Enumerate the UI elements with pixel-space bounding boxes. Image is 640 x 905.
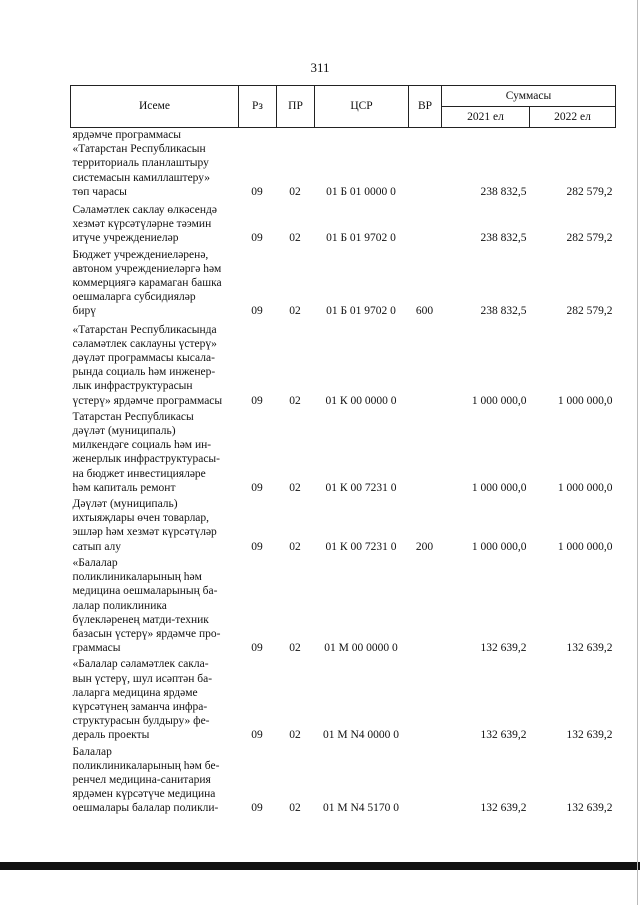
table-row <box>71 199 616 246</box>
table-row <box>71 655 616 742</box>
row-name-line: итүче учреждениеләр <box>72 232 179 245</box>
row-name-line: системасын камиллаштеру» <box>72 171 211 184</box>
row-name-line: Бюджет учреждениеләренә, <box>72 248 209 261</box>
row-name-line: ренчел медицина-санитария <box>72 773 211 786</box>
row-rz: 09 <box>251 394 263 407</box>
row-vr: 600 <box>415 305 434 318</box>
row-pr: 02 <box>289 481 301 494</box>
row-vr <box>409 743 442 816</box>
row-csr: 01 К 00 0000 0 <box>325 394 397 407</box>
row-vr <box>409 655 442 742</box>
header-name: Исеме <box>71 86 239 128</box>
row-sum-2022: 132 639,2 <box>566 802 613 815</box>
row-sum-2021: 132 639,2 <box>480 729 527 742</box>
row-name-line: сатып алу <box>72 540 122 553</box>
header-year-2022: 2022 ел <box>530 107 616 128</box>
page-number: 311 <box>310 60 330 75</box>
header-sums: Суммасы <box>442 86 616 107</box>
row-name <box>71 199 239 246</box>
header-pr: ПР <box>277 86 315 128</box>
row-csr: 01 К 00 7231 0 <box>325 481 397 494</box>
row-name-line: оешмаларга субсидияләр <box>72 291 196 304</box>
row-name-line: «Балалар <box>72 556 118 569</box>
row-name-line: сәламәтлек саклауны үстерү» <box>72 337 217 350</box>
row-name-line: вын үстерү, шул исәптән ба- <box>72 672 213 685</box>
row-rz: 09 <box>251 642 263 655</box>
row-name-line: «Татарстан Республикасында <box>72 323 217 336</box>
row-name-line: коммерциягә карамаган башка <box>72 277 222 290</box>
row-sum-2022: 132 639,2 <box>566 729 613 742</box>
row-csr: 01 М 00 0000 0 <box>324 642 398 655</box>
row-rz: 09 <box>251 729 263 742</box>
row-name <box>71 655 239 742</box>
row-name-line: һәм капиталь ремонт <box>72 481 176 494</box>
table-row <box>71 495 616 554</box>
header-csr: ЦСР <box>315 86 409 128</box>
row-sum-2021: 1 000 000,0 <box>471 540 527 553</box>
row-name-line: милкендәге социаль һәм ин- <box>72 439 212 452</box>
row-name-line: үстерү» ярдәмче программасы <box>72 394 223 407</box>
row-pr: 02 <box>289 729 301 742</box>
row-name-line: «Татарстан Республикасын <box>72 143 206 156</box>
row-vr <box>409 319 442 408</box>
row-name-line: лаларга медицина ярдәме <box>72 686 198 699</box>
row-csr: 01 К 00 7231 0 <box>325 540 397 553</box>
row-csr: 01 М N4 5170 0 <box>322 802 400 815</box>
row-rz: 09 <box>251 481 263 494</box>
row-name-line: на бюджет инвестицияләре <box>72 467 206 480</box>
row-name-line: территориаль планлаштыру <box>72 157 209 170</box>
row-name-line: Сәламәтлек саклау өлкәсендә <box>72 204 218 217</box>
row-sum-2022: 282 579,2 <box>566 185 613 198</box>
row-pr: 02 <box>289 305 301 318</box>
row-pr: 02 <box>289 642 301 655</box>
row-pr: 02 <box>289 185 301 198</box>
row-rz: 09 <box>251 540 263 553</box>
row-vr <box>409 408 442 495</box>
row-name-line: дераль проекты <box>72 729 150 742</box>
table-row <box>71 319 616 408</box>
row-sum-2022: 1 000 000,0 <box>557 540 613 553</box>
row-name-line: граммасы <box>72 642 121 655</box>
row-name <box>71 495 239 554</box>
row-sum-2021: 1 000 000,0 <box>471 394 527 407</box>
scan-edge-bar <box>0 862 640 870</box>
row-pr: 02 <box>289 802 301 815</box>
table-body <box>71 128 616 816</box>
row-vr <box>409 199 442 246</box>
table-row <box>71 128 616 200</box>
row-name-line: хезмәт күрсәтүләрне тәэмин <box>72 218 212 231</box>
row-csr: 01 М N4 0000 0 <box>322 729 400 742</box>
row-name-line: лалар поликлиника <box>72 599 167 612</box>
budget-table <box>70 85 616 816</box>
row-rz: 09 <box>251 802 263 815</box>
row-name-line: медицина оешмаларының ба- <box>72 585 218 598</box>
header-vr: ВР <box>409 86 442 128</box>
row-csr: 01 Б 01 9702 0 <box>326 305 396 318</box>
row-name-line: Дәүләт (муниципаль) <box>72 498 178 511</box>
row-name-line: Балалар <box>72 745 112 758</box>
row-sum-2021: 132 639,2 <box>480 642 527 655</box>
row-rz: 09 <box>251 185 263 198</box>
row-name-line: төп чарасы <box>72 185 127 198</box>
scan-right-edge <box>637 0 638 905</box>
row-name-line: «Балалар сәламәтлек сакла- <box>72 658 209 671</box>
row-name-line: рында социаль һәм инженер- <box>72 366 216 379</box>
row-vr: 200 <box>415 540 434 553</box>
row-rz: 09 <box>251 232 263 245</box>
row-csr: 01 Б 01 0000 0 <box>326 185 396 198</box>
row-sum-2021: 238 832,5 <box>480 232 527 245</box>
row-pr: 02 <box>289 232 301 245</box>
table-header <box>71 86 616 128</box>
row-name-line: эшләр һәм хезмәт күрсәтүләр <box>72 526 217 539</box>
row-sum-2021: 238 832,5 <box>480 185 527 198</box>
row-sum-2022: 132 639,2 <box>566 642 613 655</box>
row-name-line: структурасын булдыру» фе- <box>72 715 210 728</box>
row-name-line: ярдәмен күрсәтүче медицина <box>72 788 216 801</box>
row-name-line: женерлык инфраструктурасы- <box>72 453 220 466</box>
row-name-line: лык инфраструктурасын <box>72 380 193 393</box>
row-name-line: дәүләт программасы кысала- <box>72 352 215 365</box>
row-sum-2022: 282 579,2 <box>566 305 613 318</box>
row-sum-2021: 1 000 000,0 <box>471 481 527 494</box>
row-sum-2021: 238 832,5 <box>480 305 527 318</box>
row-rz: 09 <box>251 305 263 318</box>
table-row <box>71 246 616 319</box>
row-sum-2022: 282 579,2 <box>566 232 613 245</box>
table-row <box>71 554 616 655</box>
row-name-line: автоном учреждениеләргә һәм <box>72 262 222 275</box>
row-name <box>71 408 239 495</box>
row-name <box>71 743 239 816</box>
row-name-line: ярдәмче программасы <box>72 129 182 141</box>
header-rz: Рз <box>239 86 277 128</box>
row-name-line: бирү <box>72 305 97 318</box>
table-row <box>71 743 616 816</box>
row-name-line: күрсәтүнең заманча инфра- <box>72 700 208 713</box>
header-year-2021: 2021 ел <box>442 107 530 128</box>
row-pr: 02 <box>289 394 301 407</box>
row-name-line: Татарстан Республикасы <box>72 410 194 423</box>
row-csr: 01 Б 01 9702 0 <box>326 232 396 245</box>
row-name <box>71 128 239 200</box>
row-name-line: поликлиникаларының һәм <box>72 571 202 584</box>
row-name <box>71 554 239 655</box>
table-row <box>71 408 616 495</box>
row-vr <box>409 128 442 200</box>
row-name-line: бүлекләренең матди-техник <box>72 613 209 626</box>
row-name <box>71 246 239 319</box>
row-name-line: ихтыяҗлары өчен товарлар, <box>72 512 210 525</box>
row-pr: 02 <box>289 540 301 553</box>
row-name-line: базасын үстерү» ярдәмче про- <box>72 627 221 640</box>
row-name-line: дәүләт (муниципаль) <box>72 425 176 438</box>
row-sum-2021: 132 639,2 <box>480 802 527 815</box>
row-sum-2022: 1 000 000,0 <box>557 481 613 494</box>
row-name <box>71 319 239 408</box>
row-name-line: оешмалары балалар поликли- <box>72 802 219 815</box>
row-sum-2022: 1 000 000,0 <box>557 394 613 407</box>
row-name-line: поликлиникаларының һәм бе- <box>72 759 220 772</box>
row-vr <box>409 554 442 655</box>
